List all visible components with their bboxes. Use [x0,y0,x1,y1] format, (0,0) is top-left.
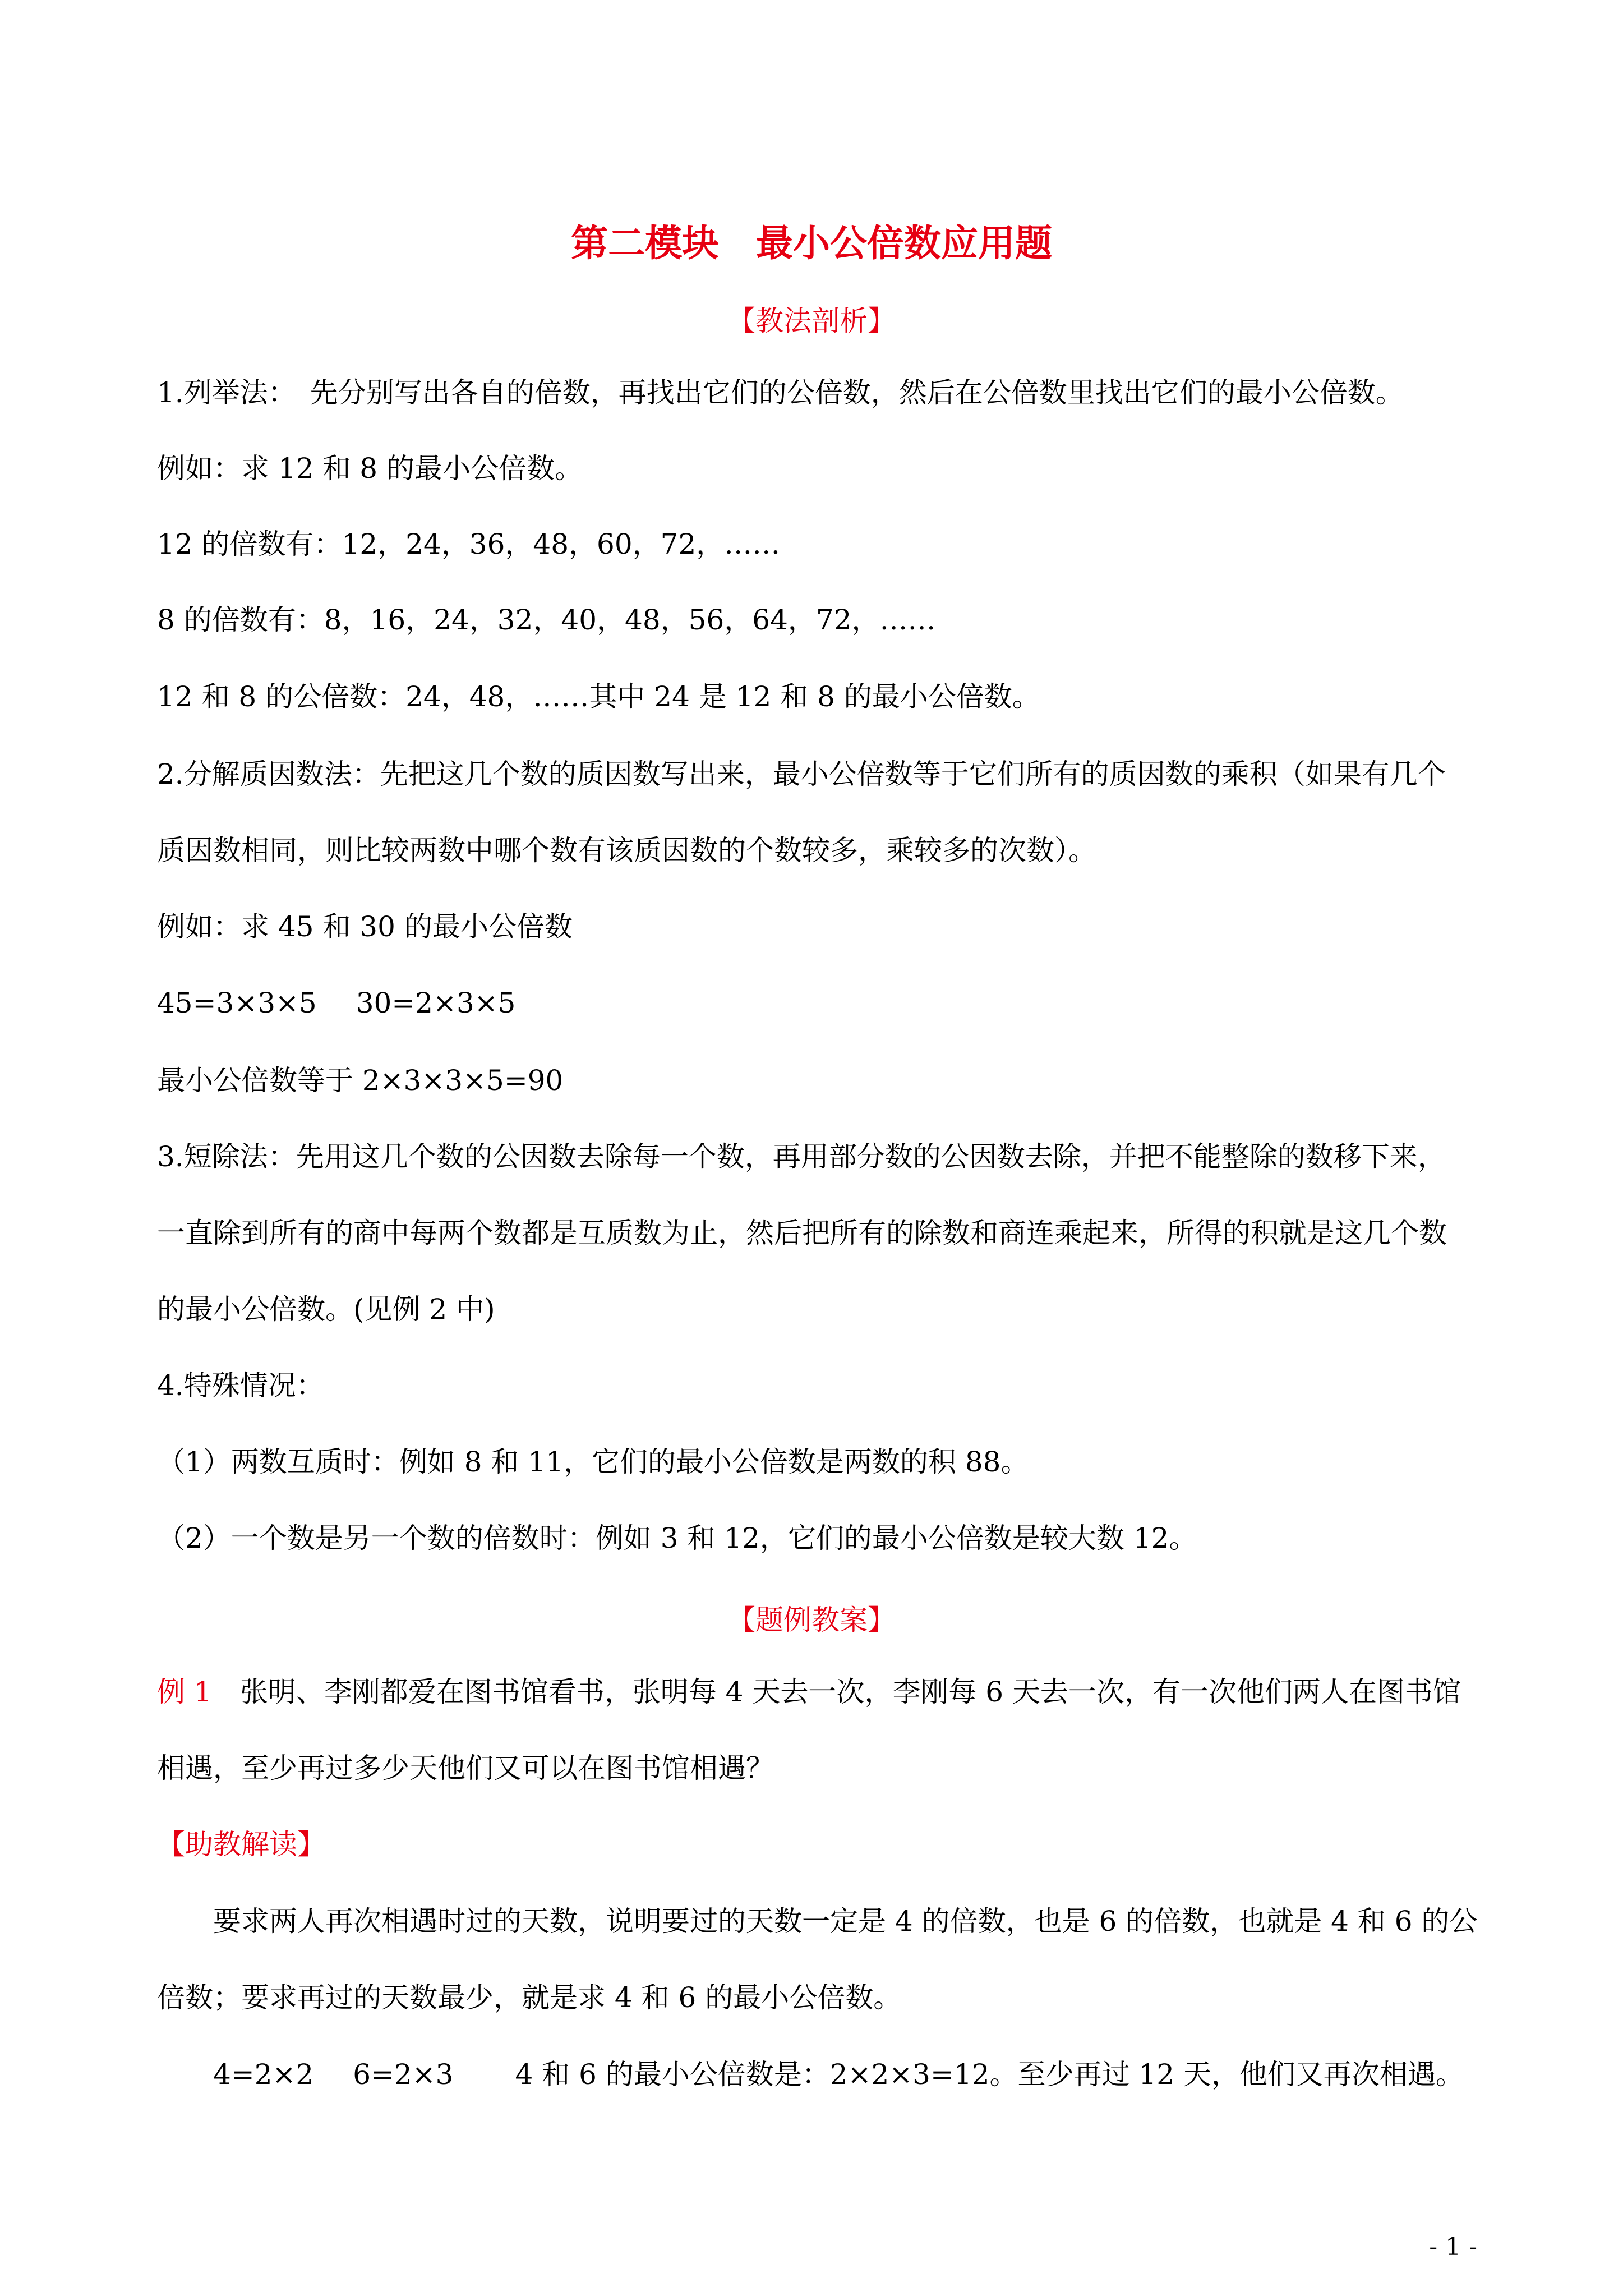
section-heading-examples: 【题例教案】 [727,1604,896,1636]
lcm-result: 4 和 6 的最小公倍数是：2×2×3=12。至少再过 12 天，他们又再次相遇。 [515,2058,1464,2091]
method-line-11: 3.短除法：先用这几个数的公因数去除每一个数，再用部分数的公因数去除，并把不能整除的数移下来， [157,1140,1446,1173]
helper-paragraph-2: 倍数；要求再过的天数最少，就是求 4 和 6 的最小公倍数。 [157,1981,902,2014]
method-line-10: 最小公倍数等于 2×3×3×5=90 [157,1064,564,1097]
example-1-line-1 [157,1675,1461,1709]
method-line-3: 12 的倍数有：12，24，36，48，60，72，…… [157,528,781,560]
factor-4: 4=2×2 [213,2058,314,2091]
section-heading-method: 【教法剖析】 [727,305,896,337]
method-line-4: 8 的倍数有：8，16，24，32，40，48，56，64，72，…… [157,604,936,636]
method-line-1: 1.列举法： 先分别写出各自的倍数，再找出它们的公倍数，然后在公倍数里找出它们的最小公倍数。 [157,376,1404,409]
method-line-14: 4.特殊情况： [157,1369,324,1402]
helper-paragraph-3 [213,2058,1464,2091]
method-line-15: （1）两数互质时：例如 8 和 11，它们的最小公倍数是两数的积 88。 [157,1446,1029,1478]
method-line-5: 12 和 8 的公倍数：24，48，……其中 24 是 12 和 8 的最小公倍数。 [157,680,1040,713]
method-line-8: 例如：求 45 和 30 的最小公倍数 [157,910,573,943]
page-title: 第二模块 最小公倍数应用题 [571,221,1052,265]
formula-30: 30=2×3×5 [356,987,516,1019]
helper-paragraph-1: 要求两人再次相遇时过的天数，说明要过的天数一定是 4 的倍数，也是 6 的倍数，也就是 4 和 6 的公 [213,1905,1478,1938]
method-line-9 [157,986,516,1020]
method-line-16: （2）一个数是另一个数的倍数时：例如 3 和 12，它们的最小公倍数是较大数 12。 [157,1522,1197,1554]
example-1-line-2: 相遇，至少再过多少天他们又可以在图书馆相遇？ [157,1752,774,1784]
formula-45: 45=3×3×5 [157,987,317,1019]
page-number: - 1 - [1429,2233,1477,2261]
method-line-7: 质因数相同，则比较两数中哪个数有该质因数的个数较多，乘较多的次数）。 [157,834,1096,867]
method-line-13: 的最小公倍数。(见例 2 中) [157,1293,495,1326]
factor-6: 6=2×3 [353,2058,454,2091]
example-1-label: 例 1 [157,1676,212,1708]
section-heading-helper: 【助教解读】 [157,1828,325,1861]
method-line-6: 2.分解质因数法：先把这几个数的质因数写出来，最小公倍数等于它们所有的质因数的乘积（如果有几个 [157,758,1446,790]
example-1-text-1: 张明、李刚都爱在图书馆看书，张明每 4 天去一次，李刚每 6 天去一次，有一次他们两人在图书馆 [211,1676,1461,1708]
method-line-12: 一直除到所有的商中每两个数都是互质数为止，然后把所有的除数和商连乘起来，所得的积就是这几个数 [157,1217,1447,1249]
method-line-2: 例如：求 12 和 8 的最小公倍数。 [157,452,583,485]
